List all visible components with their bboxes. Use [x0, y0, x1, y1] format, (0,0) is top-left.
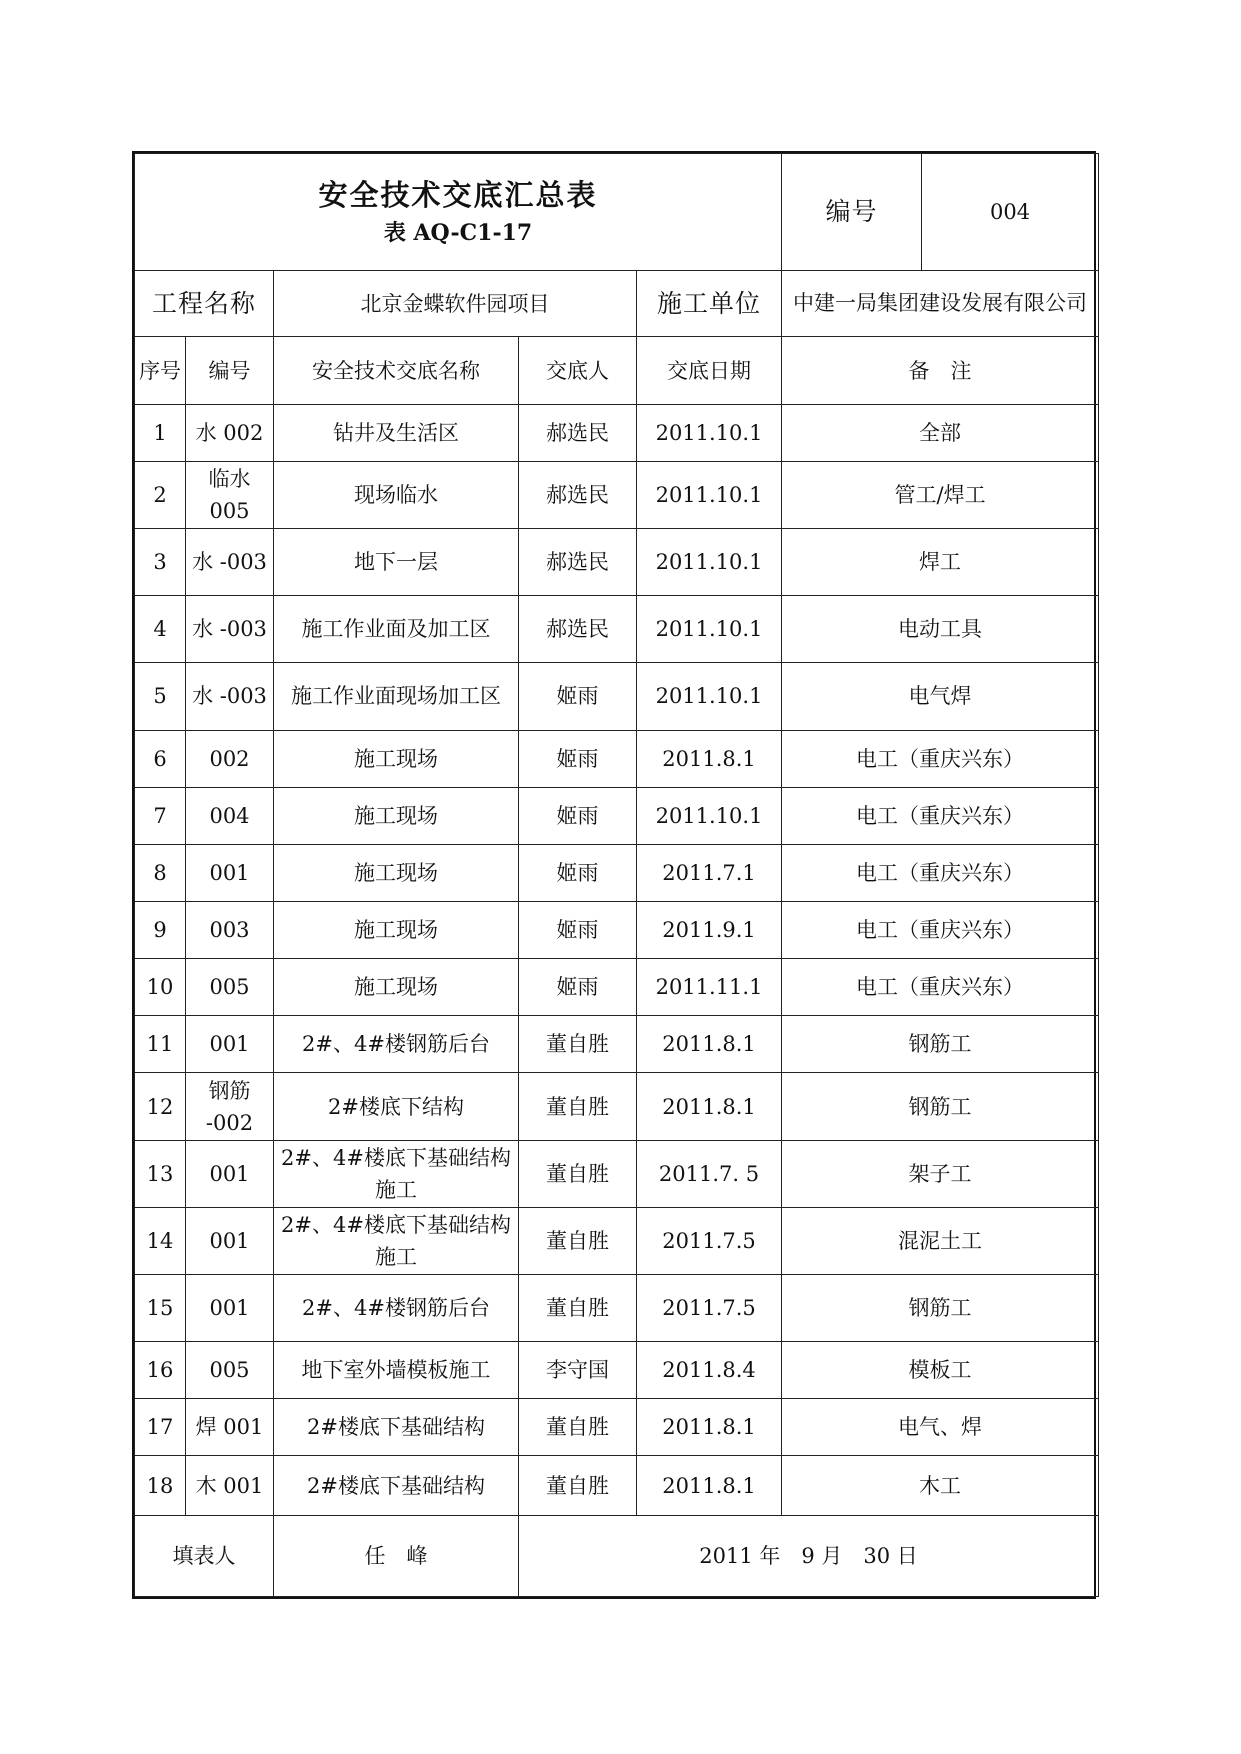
- row-name: 2#、4#楼钢筋后台: [274, 1274, 519, 1341]
- table-row: [135, 1342, 1099, 1399]
- row-remark: 电气、焊: [782, 1399, 1099, 1456]
- row-code: 001: [186, 1140, 274, 1207]
- row-code: 002: [186, 730, 274, 787]
- project-row: [135, 271, 1099, 337]
- row-date: 2011.10.1: [637, 461, 782, 528]
- row-code: 水 -003: [186, 663, 274, 730]
- row-seq: 12: [135, 1073, 186, 1140]
- row-name: 施工作业面现场加工区: [274, 663, 519, 730]
- row-person: 郝选民: [519, 528, 637, 595]
- row-remark: 电工（重庆兴东）: [782, 959, 1099, 1016]
- row-code: 水 -003: [186, 528, 274, 595]
- row-remark: 电动工具: [782, 596, 1099, 663]
- row-person: 郝选民: [519, 461, 637, 528]
- row-remark: 焊工: [782, 528, 1099, 595]
- row-date: 2011.8.1: [637, 1399, 782, 1456]
- row-remark: 电工（重庆兴东）: [782, 901, 1099, 958]
- col-header-name: 安全技术交底名称: [274, 337, 519, 404]
- row-remark: 管工/焊工: [782, 461, 1099, 528]
- row-date: 2011.8.1: [637, 1456, 782, 1515]
- table-row: [135, 1274, 1099, 1341]
- row-seq: 3: [135, 528, 186, 595]
- row-person: 姬雨: [519, 844, 637, 901]
- row-code: 003: [186, 901, 274, 958]
- form-title: 安全技术交底汇总表: [318, 178, 598, 213]
- row-name: 2#楼底下结构: [274, 1073, 519, 1140]
- project-name: 北京金蝶软件园项目: [274, 271, 637, 337]
- row-name: 钻井及生活区: [274, 404, 519, 461]
- row-remark: 电工（重庆兴东）: [782, 787, 1099, 844]
- filler-name: 任 峰: [274, 1515, 519, 1596]
- footer-row: [135, 1515, 1099, 1596]
- table-row: [135, 1456, 1099, 1515]
- row-remark: 电工（重庆兴东）: [782, 730, 1099, 787]
- row-date: 2011.10.1: [637, 404, 782, 461]
- row-name: 2#楼底下基础结构: [274, 1456, 519, 1515]
- row-seq: 6: [135, 730, 186, 787]
- row-date: 2011.11.1: [637, 959, 782, 1016]
- contractor-label: 施工单位: [637, 271, 782, 337]
- row-remark: 全部: [782, 404, 1099, 461]
- col-header-date: 交底日期: [637, 337, 782, 404]
- row-code: 临水 005: [186, 461, 274, 528]
- row-date: 2011.10.1: [637, 528, 782, 595]
- row-date: 2011.10.1: [637, 787, 782, 844]
- row-date: 2011.8.1: [637, 1073, 782, 1140]
- row-date: 2011.7. 5: [637, 1140, 782, 1207]
- row-remark: 钢筋工: [782, 1016, 1099, 1073]
- row-remark: 模板工: [782, 1342, 1099, 1399]
- row-seq: 1: [135, 404, 186, 461]
- row-seq: 4: [135, 596, 186, 663]
- row-seq: 14: [135, 1207, 186, 1274]
- row-person: 郝选民: [519, 404, 637, 461]
- row-name: 施工现场: [274, 901, 519, 958]
- table-row: [135, 1016, 1099, 1073]
- contractor-name: 中建一局集团建设发展有限公司: [782, 271, 1099, 337]
- row-seq: 10: [135, 959, 186, 1016]
- row-code: 005: [186, 1342, 274, 1399]
- row-person: 董自胜: [519, 1399, 637, 1456]
- row-code: 木 001: [186, 1456, 274, 1515]
- row-seq: 8: [135, 844, 186, 901]
- column-header-row: [135, 337, 1099, 404]
- row-code: 001: [186, 844, 274, 901]
- table-row: [135, 1073, 1099, 1140]
- row-remark: 混泥土工: [782, 1207, 1099, 1274]
- row-person: 董自胜: [519, 1456, 637, 1515]
- row-date: 2011.8.1: [637, 730, 782, 787]
- summary-table: [134, 153, 1099, 1597]
- table-row: [135, 596, 1099, 663]
- row-seq: 17: [135, 1399, 186, 1456]
- form-code: 表 AQ-C1-17: [383, 219, 533, 246]
- col-header-seq: 序号: [135, 337, 186, 404]
- serial-label: 编号: [782, 154, 922, 271]
- row-person: 李守国: [519, 1342, 637, 1399]
- row-person: 姬雨: [519, 663, 637, 730]
- row-code: 004: [186, 787, 274, 844]
- row-code: 水 -003: [186, 596, 274, 663]
- row-person: 董自胜: [519, 1274, 637, 1341]
- table-row: [135, 787, 1099, 844]
- row-person: 郝选民: [519, 596, 637, 663]
- table-row: [135, 901, 1099, 958]
- row-person: 董自胜: [519, 1207, 637, 1274]
- table-row: [135, 663, 1099, 730]
- row-name: 2#、4#楼底下基础结构施工: [274, 1140, 519, 1207]
- table-row: [135, 844, 1099, 901]
- row-seq: 5: [135, 663, 186, 730]
- row-person: 姬雨: [519, 959, 637, 1016]
- row-seq: 9: [135, 901, 186, 958]
- row-date: 2011.10.1: [637, 596, 782, 663]
- row-code: 001: [186, 1016, 274, 1073]
- table-row: [135, 1140, 1099, 1207]
- row-seq: 11: [135, 1016, 186, 1073]
- row-seq: 16: [135, 1342, 186, 1399]
- col-header-person: 交底人: [519, 337, 637, 404]
- row-name: 施工现场: [274, 959, 519, 1016]
- row-seq: 2: [135, 461, 186, 528]
- row-seq: 18: [135, 1456, 186, 1515]
- row-date: 2011.8.1: [637, 1016, 782, 1073]
- row-code: 焊 001: [186, 1399, 274, 1456]
- table-row: [135, 1207, 1099, 1274]
- title-row: [135, 154, 1099, 271]
- row-date: 2011.7.5: [637, 1274, 782, 1341]
- row-seq: 15: [135, 1274, 186, 1341]
- col-header-code: 编号: [186, 337, 274, 404]
- row-name: 现场临水: [274, 461, 519, 528]
- row-name: 2#、4#楼底下基础结构施工: [274, 1207, 519, 1274]
- row-code: 001: [186, 1274, 274, 1341]
- row-remark: 架子工: [782, 1140, 1099, 1207]
- project-label: 工程名称: [135, 271, 274, 337]
- row-code: 钢筋 -002: [186, 1073, 274, 1140]
- row-code: 水 002: [186, 404, 274, 461]
- row-name: 地下一层: [274, 528, 519, 595]
- row-remark: 电气焊: [782, 663, 1099, 730]
- row-seq: 13: [135, 1140, 186, 1207]
- summary-form: [132, 151, 1096, 1599]
- row-remark: 钢筋工: [782, 1073, 1099, 1140]
- row-person: 姬雨: [519, 787, 637, 844]
- fill-date: 2011 年 9 月 30 日: [519, 1515, 1099, 1596]
- row-date: 2011.8.4: [637, 1342, 782, 1399]
- row-remark: 木工: [782, 1456, 1099, 1515]
- row-date: 2011.7.1: [637, 844, 782, 901]
- row-person: 姬雨: [519, 730, 637, 787]
- row-remark: 钢筋工: [782, 1274, 1099, 1341]
- col-header-remark: 备 注: [782, 337, 1099, 404]
- row-code: 005: [186, 959, 274, 1016]
- row-seq: 7: [135, 787, 186, 844]
- table-row: [135, 959, 1099, 1016]
- table-row: [135, 404, 1099, 461]
- row-name: 施工现场: [274, 844, 519, 901]
- row-name: 施工作业面及加工区: [274, 596, 519, 663]
- table-row: [135, 1399, 1099, 1456]
- table-row: [135, 730, 1099, 787]
- title-cell: [135, 154, 782, 271]
- row-date: 2011.9.1: [637, 901, 782, 958]
- row-person: 姬雨: [519, 901, 637, 958]
- row-remark: 电工（重庆兴东）: [782, 844, 1099, 901]
- row-name: 2#楼底下基础结构: [274, 1399, 519, 1456]
- row-name: 地下室外墙模板施工: [274, 1342, 519, 1399]
- row-person: 董自胜: [519, 1016, 637, 1073]
- row-person: 董自胜: [519, 1073, 637, 1140]
- filler-label: 填表人: [135, 1515, 274, 1596]
- row-code: 001: [186, 1207, 274, 1274]
- serial-value: 004: [922, 154, 1099, 271]
- row-name: 2#、4#楼钢筋后台: [274, 1016, 519, 1073]
- table-row: [135, 461, 1099, 528]
- row-date: 2011.7.5: [637, 1207, 782, 1274]
- row-name: 施工现场: [274, 787, 519, 844]
- row-person: 董自胜: [519, 1140, 637, 1207]
- row-date: 2011.10.1: [637, 663, 782, 730]
- row-name: 施工现场: [274, 730, 519, 787]
- table-row: [135, 528, 1099, 595]
